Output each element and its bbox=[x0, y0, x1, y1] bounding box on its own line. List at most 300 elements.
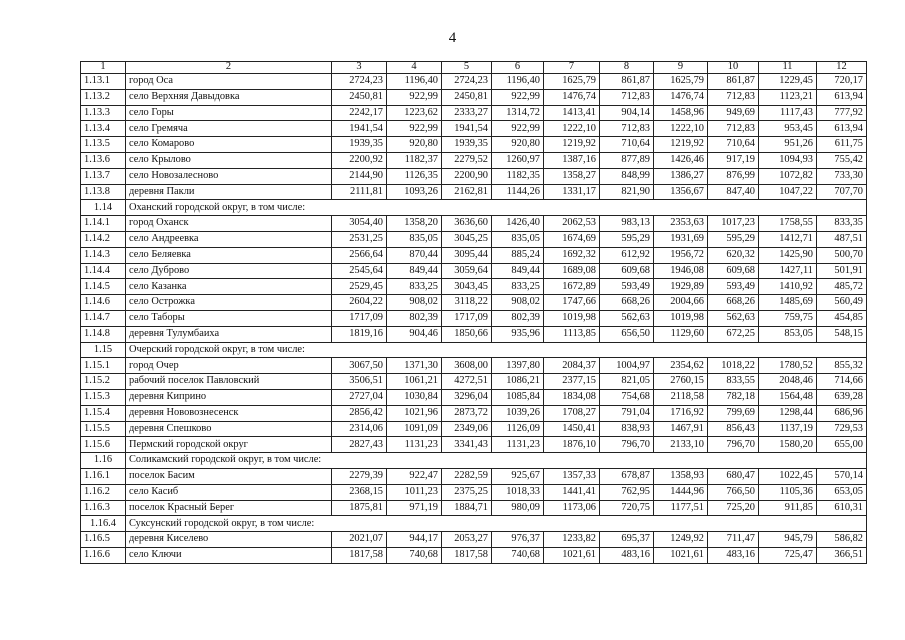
section-name-cell: Оханский городской округ, в том числе: bbox=[126, 200, 867, 216]
value-cell: 1229,45 bbox=[759, 74, 817, 90]
value-cell: 2111,81 bbox=[332, 184, 387, 200]
value-cell: 1717,09 bbox=[442, 310, 492, 326]
column-number-cell: 3 bbox=[332, 62, 387, 74]
value-cell: 944,17 bbox=[387, 532, 442, 548]
value-cell: 3054,40 bbox=[332, 216, 387, 232]
value-cell: 711,47 bbox=[708, 532, 759, 548]
column-number-cell: 11 bbox=[759, 62, 817, 74]
value-cell: 791,04 bbox=[600, 405, 654, 421]
value-cell: 920,80 bbox=[387, 137, 442, 153]
value-cell: 1467,91 bbox=[654, 421, 708, 437]
settlement-name-cell: город Оса bbox=[126, 74, 332, 90]
section-name-cell: Соликамский городской округ, в том числе: bbox=[126, 453, 867, 469]
value-cell: 861,87 bbox=[708, 74, 759, 90]
value-cell: 2021,07 bbox=[332, 532, 387, 548]
table-row bbox=[81, 152, 867, 168]
row-code-cell: 1.13.6 bbox=[81, 152, 126, 168]
row-code-cell: 1.14.8 bbox=[81, 326, 126, 342]
column-number-row bbox=[81, 62, 867, 74]
value-cell: 1817,58 bbox=[442, 547, 492, 563]
value-cell: 1780,52 bbox=[759, 358, 817, 374]
value-cell: 1358,27 bbox=[544, 168, 600, 184]
value-cell: 796,70 bbox=[600, 437, 654, 453]
table-row bbox=[81, 247, 867, 263]
row-code-cell: 1.14.5 bbox=[81, 279, 126, 295]
value-cell: 1946,08 bbox=[654, 263, 708, 279]
value-cell: 949,69 bbox=[708, 105, 759, 121]
value-cell: 1018,22 bbox=[708, 358, 759, 374]
value-cell: 712,83 bbox=[708, 89, 759, 105]
value-cell: 1298,44 bbox=[759, 405, 817, 421]
value-cell: 2368,15 bbox=[332, 484, 387, 500]
table-row bbox=[81, 263, 867, 279]
value-cell: 2282,59 bbox=[442, 468, 492, 484]
value-cell: 876,99 bbox=[708, 168, 759, 184]
value-cell: 2349,06 bbox=[442, 421, 492, 437]
value-cell: 1386,27 bbox=[654, 168, 708, 184]
value-cell: 562,63 bbox=[708, 310, 759, 326]
value-cell: 1117,43 bbox=[759, 105, 817, 121]
value-cell: 1358,20 bbox=[387, 216, 442, 232]
value-cell: 762,95 bbox=[600, 484, 654, 500]
value-cell: 2375,25 bbox=[442, 484, 492, 500]
value-cell: 2062,53 bbox=[544, 216, 600, 232]
value-cell: 562,63 bbox=[600, 310, 654, 326]
value-cell: 1387,16 bbox=[544, 152, 600, 168]
value-cell: 1413,41 bbox=[544, 105, 600, 121]
value-cell: 3506,51 bbox=[332, 374, 387, 390]
value-cell: 1956,72 bbox=[654, 247, 708, 263]
settlement-name-cell: село Касиб bbox=[126, 484, 332, 500]
value-cell: 1173,06 bbox=[544, 500, 600, 516]
row-code-cell: 1.16.3 bbox=[81, 500, 126, 516]
row-code-cell: 1.13.8 bbox=[81, 184, 126, 200]
value-cell: 2242,17 bbox=[332, 105, 387, 121]
value-cell: 1260,97 bbox=[492, 152, 544, 168]
row-code-cell: 1.13.5 bbox=[81, 137, 126, 153]
row-code-cell: 1.14.1 bbox=[81, 216, 126, 232]
value-cell: 1113,85 bbox=[544, 326, 600, 342]
value-cell: 1144,26 bbox=[492, 184, 544, 200]
value-cell: 620,32 bbox=[708, 247, 759, 263]
value-cell: 1331,17 bbox=[544, 184, 600, 200]
value-cell: 3296,04 bbox=[442, 389, 492, 405]
value-cell: 686,96 bbox=[817, 405, 867, 421]
section-code-cell: 1.15 bbox=[81, 342, 126, 358]
settlement-name-cell: село Крылово bbox=[126, 152, 332, 168]
settlement-name-cell: село Гремяча bbox=[126, 121, 332, 137]
value-cell: 802,39 bbox=[387, 310, 442, 326]
value-cell: 720,17 bbox=[817, 74, 867, 90]
value-cell: 2279,52 bbox=[442, 152, 492, 168]
value-cell: 2724,23 bbox=[332, 74, 387, 90]
settlement-name-cell: село Андреевка bbox=[126, 231, 332, 247]
value-cell: 1222,10 bbox=[544, 121, 600, 137]
row-code-cell: 1.14.6 bbox=[81, 295, 126, 311]
table-body bbox=[81, 62, 867, 564]
value-cell: 1072,82 bbox=[759, 168, 817, 184]
value-cell: 1485,69 bbox=[759, 295, 817, 311]
value-cell: 485,72 bbox=[817, 279, 867, 295]
value-cell: 487,51 bbox=[817, 231, 867, 247]
settlement-name-cell: село Дуброво bbox=[126, 263, 332, 279]
row-code-cell: 1.13.2 bbox=[81, 89, 126, 105]
value-cell: 1126,35 bbox=[387, 168, 442, 184]
value-cell: 1219,92 bbox=[654, 137, 708, 153]
value-cell: 1105,36 bbox=[759, 484, 817, 500]
value-cell: 1580,20 bbox=[759, 437, 817, 453]
value-cell: 595,29 bbox=[708, 231, 759, 247]
value-cell: 1476,74 bbox=[654, 89, 708, 105]
value-cell: 1819,16 bbox=[332, 326, 387, 342]
value-cell: 2118,58 bbox=[654, 389, 708, 405]
value-cell: 1747,66 bbox=[544, 295, 600, 311]
value-cell: 922,99 bbox=[387, 89, 442, 105]
value-cell: 1129,60 bbox=[654, 326, 708, 342]
value-cell: 1426,40 bbox=[492, 216, 544, 232]
table-row bbox=[81, 295, 867, 311]
value-cell: 917,19 bbox=[708, 152, 759, 168]
value-cell: 2827,43 bbox=[332, 437, 387, 453]
value-cell: 1314,72 bbox=[492, 105, 544, 121]
settlement-name-cell: город Оханск bbox=[126, 216, 332, 232]
value-cell: 980,09 bbox=[492, 500, 544, 516]
value-cell: 2727,04 bbox=[332, 389, 387, 405]
value-cell: 595,29 bbox=[600, 231, 654, 247]
settlement-name-cell: село Казанка bbox=[126, 279, 332, 295]
settlement-name-cell: село Таборы bbox=[126, 310, 332, 326]
value-cell: 548,15 bbox=[817, 326, 867, 342]
value-cell: 3636,60 bbox=[442, 216, 492, 232]
section-row bbox=[81, 453, 867, 469]
value-cell: 1931,69 bbox=[654, 231, 708, 247]
table-row bbox=[81, 421, 867, 437]
value-cell: 885,24 bbox=[492, 247, 544, 263]
value-cell: 920,80 bbox=[492, 137, 544, 153]
value-cell: 833,55 bbox=[708, 374, 759, 390]
value-cell: 710,64 bbox=[708, 137, 759, 153]
settlement-name-cell: деревня Тулумбаиха bbox=[126, 326, 332, 342]
value-cell: 2450,81 bbox=[442, 89, 492, 105]
value-cell: 1085,84 bbox=[492, 389, 544, 405]
value-cell: 680,47 bbox=[708, 468, 759, 484]
value-cell: 725,47 bbox=[759, 547, 817, 563]
value-cell: 560,49 bbox=[817, 295, 867, 311]
value-cell: 847,40 bbox=[708, 184, 759, 200]
value-cell: 740,68 bbox=[492, 547, 544, 563]
value-cell: 611,75 bbox=[817, 137, 867, 153]
value-cell: 2377,15 bbox=[544, 374, 600, 390]
value-cell: 766,50 bbox=[708, 484, 759, 500]
value-cell: 454,85 bbox=[817, 310, 867, 326]
column-number-cell: 4 bbox=[387, 62, 442, 74]
value-cell: 2162,81 bbox=[442, 184, 492, 200]
value-cell: 2873,72 bbox=[442, 405, 492, 421]
value-cell: 861,87 bbox=[600, 74, 654, 90]
value-cell: 849,44 bbox=[387, 263, 442, 279]
value-cell: 1876,10 bbox=[544, 437, 600, 453]
column-number-cell: 6 bbox=[492, 62, 544, 74]
value-cell: 2048,46 bbox=[759, 374, 817, 390]
value-cell: 1047,22 bbox=[759, 184, 817, 200]
column-number-cell: 7 bbox=[544, 62, 600, 74]
settlement-name-cell: деревня Пакли bbox=[126, 184, 332, 200]
value-cell: 853,05 bbox=[759, 326, 817, 342]
table-row bbox=[81, 389, 867, 405]
row-code-cell: 1.14.2 bbox=[81, 231, 126, 247]
value-cell: 799,69 bbox=[708, 405, 759, 421]
settlement-name-cell: село Беляевка bbox=[126, 247, 332, 263]
value-cell: 1426,46 bbox=[654, 152, 708, 168]
value-cell: 1021,61 bbox=[654, 547, 708, 563]
value-cell: 2353,63 bbox=[654, 216, 708, 232]
value-cell: 833,25 bbox=[387, 279, 442, 295]
value-cell: 1196,40 bbox=[492, 74, 544, 90]
value-cell: 593,49 bbox=[600, 279, 654, 295]
table-row bbox=[81, 547, 867, 563]
tariff-table bbox=[80, 61, 867, 564]
value-cell: 1371,30 bbox=[387, 358, 442, 374]
value-cell: 4272,51 bbox=[442, 374, 492, 390]
table-row bbox=[81, 74, 867, 90]
value-cell: 2566,64 bbox=[332, 247, 387, 263]
value-cell: 712,83 bbox=[600, 89, 654, 105]
value-cell: 712,83 bbox=[708, 121, 759, 137]
value-cell: 712,83 bbox=[600, 121, 654, 137]
value-cell: 2450,81 bbox=[332, 89, 387, 105]
value-cell: 796,70 bbox=[708, 437, 759, 453]
value-cell: 1875,81 bbox=[332, 500, 387, 516]
value-cell: 3608,00 bbox=[442, 358, 492, 374]
section-row bbox=[81, 342, 867, 358]
value-cell: 612,92 bbox=[600, 247, 654, 263]
value-cell: 754,68 bbox=[600, 389, 654, 405]
table-row bbox=[81, 437, 867, 453]
value-cell: 855,32 bbox=[817, 358, 867, 374]
value-cell: 2200,92 bbox=[332, 152, 387, 168]
row-code-cell: 1.16.6 bbox=[81, 547, 126, 563]
column-number-cell: 2 bbox=[126, 62, 332, 74]
value-cell: 725,20 bbox=[708, 500, 759, 516]
value-cell: 3045,25 bbox=[442, 231, 492, 247]
value-cell: 639,28 bbox=[817, 389, 867, 405]
value-cell: 2133,10 bbox=[654, 437, 708, 453]
row-code-cell: 1.13.3 bbox=[81, 105, 126, 121]
value-cell: 904,46 bbox=[387, 326, 442, 342]
value-cell: 1450,41 bbox=[544, 421, 600, 437]
value-cell: 1689,08 bbox=[544, 263, 600, 279]
value-cell: 1182,35 bbox=[492, 168, 544, 184]
value-cell: 1817,58 bbox=[332, 547, 387, 563]
row-code-cell: 1.16.5 bbox=[81, 532, 126, 548]
table-row bbox=[81, 468, 867, 484]
value-cell: 2314,06 bbox=[332, 421, 387, 437]
settlement-name-cell: деревня Киселево bbox=[126, 532, 332, 548]
value-cell: 1233,82 bbox=[544, 532, 600, 548]
section-name-cell: Суксунский городской округ, в том числе: bbox=[126, 516, 867, 532]
value-cell: 922,99 bbox=[492, 121, 544, 137]
value-cell: 1021,96 bbox=[387, 405, 442, 421]
value-cell: 729,53 bbox=[817, 421, 867, 437]
value-cell: 655,00 bbox=[817, 437, 867, 453]
value-cell: 366,51 bbox=[817, 547, 867, 563]
value-cell: 870,44 bbox=[387, 247, 442, 263]
value-cell: 3067,50 bbox=[332, 358, 387, 374]
section-code-cell: 1.14 bbox=[81, 200, 126, 216]
value-cell: 848,99 bbox=[600, 168, 654, 184]
table-row bbox=[81, 374, 867, 390]
value-cell: 1131,23 bbox=[492, 437, 544, 453]
value-cell: 720,75 bbox=[600, 500, 654, 516]
value-cell: 1061,21 bbox=[387, 374, 442, 390]
value-cell: 755,42 bbox=[817, 152, 867, 168]
value-cell: 2004,66 bbox=[654, 295, 708, 311]
table-row bbox=[81, 105, 867, 121]
value-cell: 1939,35 bbox=[442, 137, 492, 153]
settlement-name-cell: поселок Басим bbox=[126, 468, 332, 484]
value-cell: 610,31 bbox=[817, 500, 867, 516]
value-cell: 1017,23 bbox=[708, 216, 759, 232]
value-cell: 833,25 bbox=[492, 279, 544, 295]
value-cell: 856,43 bbox=[708, 421, 759, 437]
value-cell: 570,14 bbox=[817, 468, 867, 484]
value-cell: 668,26 bbox=[600, 295, 654, 311]
value-cell: 983,13 bbox=[600, 216, 654, 232]
value-cell: 922,99 bbox=[387, 121, 442, 137]
value-cell: 1674,69 bbox=[544, 231, 600, 247]
value-cell: 1094,93 bbox=[759, 152, 817, 168]
value-cell: 2724,23 bbox=[442, 74, 492, 90]
value-cell: 1219,92 bbox=[544, 137, 600, 153]
settlement-name-cell: село Новозалесново bbox=[126, 168, 332, 184]
value-cell: 1476,74 bbox=[544, 89, 600, 105]
value-cell: 1086,21 bbox=[492, 374, 544, 390]
value-cell: 922,99 bbox=[492, 89, 544, 105]
value-cell: 908,02 bbox=[492, 295, 544, 311]
value-cell: 1093,26 bbox=[387, 184, 442, 200]
value-cell: 911,85 bbox=[759, 500, 817, 516]
value-cell: 777,92 bbox=[817, 105, 867, 121]
column-number-cell: 10 bbox=[708, 62, 759, 74]
value-cell: 976,37 bbox=[492, 532, 544, 548]
value-cell: 1625,79 bbox=[544, 74, 600, 90]
value-cell: 802,39 bbox=[492, 310, 544, 326]
value-cell: 1004,97 bbox=[600, 358, 654, 374]
value-cell: 2856,42 bbox=[332, 405, 387, 421]
value-cell: 501,91 bbox=[817, 263, 867, 279]
value-cell: 908,02 bbox=[387, 295, 442, 311]
value-cell: 1126,09 bbox=[492, 421, 544, 437]
value-cell: 782,18 bbox=[708, 389, 759, 405]
table-row bbox=[81, 405, 867, 421]
value-cell: 821,90 bbox=[600, 184, 654, 200]
value-cell: 1177,51 bbox=[654, 500, 708, 516]
table-row bbox=[81, 358, 867, 374]
table-row bbox=[81, 500, 867, 516]
row-code-cell: 1.13.7 bbox=[81, 168, 126, 184]
page-number: 4 bbox=[448, 30, 457, 46]
value-cell: 1039,26 bbox=[492, 405, 544, 421]
value-cell: 1223,62 bbox=[387, 105, 442, 121]
value-cell: 2760,15 bbox=[654, 374, 708, 390]
value-cell: 1716,92 bbox=[654, 405, 708, 421]
value-cell: 2200,90 bbox=[442, 168, 492, 184]
value-cell: 1019,98 bbox=[544, 310, 600, 326]
value-cell: 1564,48 bbox=[759, 389, 817, 405]
settlement-name-cell: село Верхняя Давыдовка bbox=[126, 89, 332, 105]
value-cell: 925,67 bbox=[492, 468, 544, 484]
section-code-cell: 1.16 bbox=[81, 453, 126, 469]
value-cell: 1758,55 bbox=[759, 216, 817, 232]
table-row bbox=[81, 121, 867, 137]
settlement-name-cell: Пермский городской округ bbox=[126, 437, 332, 453]
value-cell: 945,79 bbox=[759, 532, 817, 548]
value-cell: 1425,90 bbox=[759, 247, 817, 263]
table-row bbox=[81, 137, 867, 153]
value-cell: 1941,54 bbox=[442, 121, 492, 137]
row-code-cell: 1.15.1 bbox=[81, 358, 126, 374]
value-cell: 1021,61 bbox=[544, 547, 600, 563]
value-cell: 838,93 bbox=[600, 421, 654, 437]
value-cell: 1410,92 bbox=[759, 279, 817, 295]
settlement-name-cell: село Острожка bbox=[126, 295, 332, 311]
value-cell: 2279,39 bbox=[332, 468, 387, 484]
value-cell: 1834,08 bbox=[544, 389, 600, 405]
value-cell: 1019,98 bbox=[654, 310, 708, 326]
table-row bbox=[81, 184, 867, 200]
value-cell: 714,66 bbox=[817, 374, 867, 390]
value-cell: 835,05 bbox=[387, 231, 442, 247]
value-cell: 2531,25 bbox=[332, 231, 387, 247]
value-cell: 759,75 bbox=[759, 310, 817, 326]
value-cell: 3095,44 bbox=[442, 247, 492, 263]
settlement-name-cell: город Очер bbox=[126, 358, 332, 374]
row-code-cell: 1.14.4 bbox=[81, 263, 126, 279]
row-code-cell: 1.15.3 bbox=[81, 389, 126, 405]
value-cell: 586,82 bbox=[817, 532, 867, 548]
settlement-name-cell: село Горы bbox=[126, 105, 332, 121]
value-cell: 904,14 bbox=[600, 105, 654, 121]
value-cell: 2354,62 bbox=[654, 358, 708, 374]
value-cell: 1444,96 bbox=[654, 484, 708, 500]
value-cell: 483,16 bbox=[600, 547, 654, 563]
value-cell: 3118,22 bbox=[442, 295, 492, 311]
section-code-cell: 1.16.4 bbox=[81, 516, 126, 532]
value-cell: 733,30 bbox=[817, 168, 867, 184]
value-cell: 1625,79 bbox=[654, 74, 708, 90]
value-cell: 483,16 bbox=[708, 547, 759, 563]
settlement-name-cell: деревня Спешково bbox=[126, 421, 332, 437]
value-cell: 1249,92 bbox=[654, 532, 708, 548]
value-cell: 2333,27 bbox=[442, 105, 492, 121]
table-row bbox=[81, 484, 867, 500]
value-cell: 1196,40 bbox=[387, 74, 442, 90]
value-cell: 922,47 bbox=[387, 468, 442, 484]
value-cell: 1427,11 bbox=[759, 263, 817, 279]
value-cell: 877,89 bbox=[600, 152, 654, 168]
row-code-cell: 1.14.7 bbox=[81, 310, 126, 326]
value-cell: 953,45 bbox=[759, 121, 817, 137]
value-cell: 2144,90 bbox=[332, 168, 387, 184]
value-cell: 1182,37 bbox=[387, 152, 442, 168]
value-cell: 1717,09 bbox=[332, 310, 387, 326]
value-cell: 1137,19 bbox=[759, 421, 817, 437]
table-row bbox=[81, 310, 867, 326]
value-cell: 678,87 bbox=[600, 468, 654, 484]
row-code-cell: 1.16.2 bbox=[81, 484, 126, 500]
value-cell: 668,26 bbox=[708, 295, 759, 311]
table-row bbox=[81, 216, 867, 232]
